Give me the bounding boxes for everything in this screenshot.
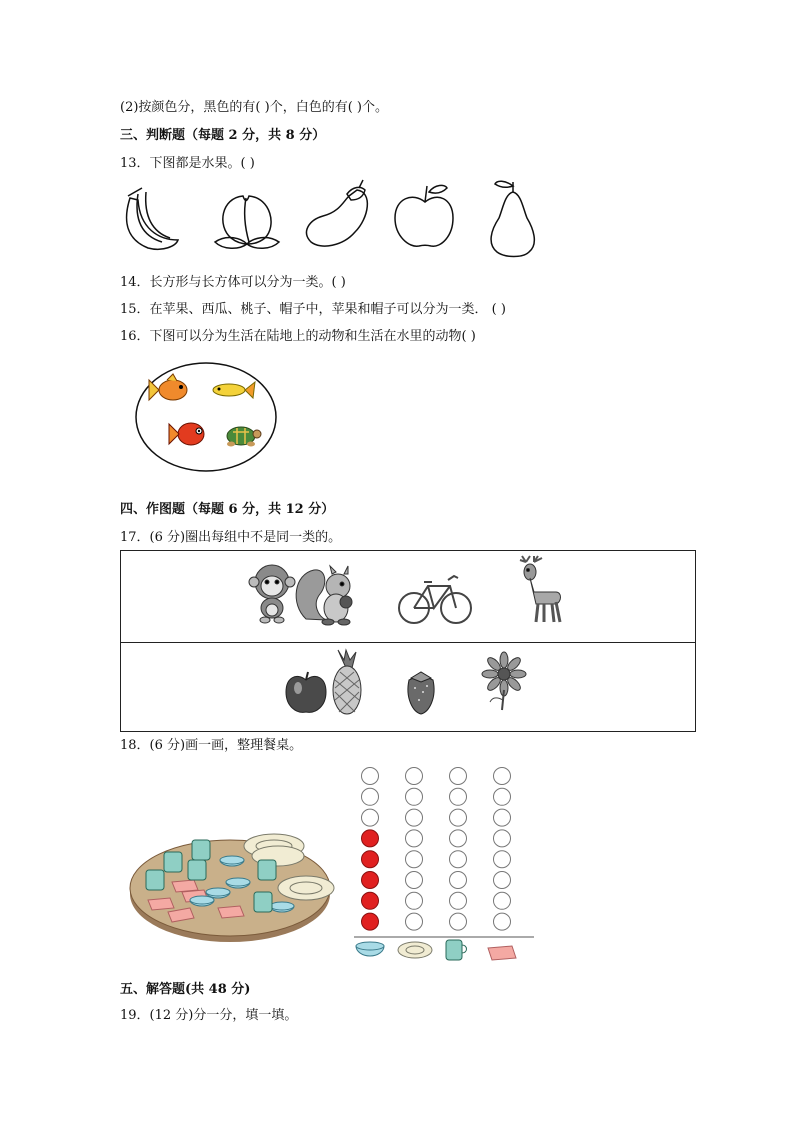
empty-circle	[406, 872, 423, 889]
squirrel-icon	[296, 566, 352, 625]
empty-circle	[450, 892, 467, 909]
yellow-fish-icon	[213, 382, 255, 398]
empty-circle	[406, 830, 423, 847]
empty-circle	[494, 851, 511, 868]
empty-circle	[494, 809, 511, 826]
empty-circle	[406, 788, 423, 805]
empty-circle	[494, 892, 511, 909]
q17-illustrations	[120, 550, 696, 732]
empty-circle	[362, 788, 379, 805]
empty-circle	[406, 892, 423, 909]
q18-sorting-chart	[350, 762, 540, 968]
empty-circle	[450, 788, 467, 805]
empty-circle	[494, 872, 511, 889]
empty-circle	[494, 788, 511, 805]
banana-icon	[127, 188, 178, 249]
empty-circle	[450, 768, 467, 785]
strawberry-icon	[408, 672, 434, 714]
plate-icon	[398, 942, 432, 958]
turtle-icon	[227, 427, 261, 447]
q16-text: 16．下图可以分为生活在陆地上的动物和生活在水里的动物( )	[120, 329, 476, 344]
empty-circle	[362, 768, 379, 785]
section5-heading: 五、解答题(共 48 分)	[120, 982, 251, 997]
q12-part2: (2)按颜色分，黑色的有( )个，白色的有( )个。	[120, 100, 388, 115]
goldfish-icon	[149, 374, 187, 400]
q17-text: 17．(6 分)圈出每组中不是同一类的。	[120, 530, 342, 545]
peach-icon	[215, 196, 279, 248]
section4-heading: 四、作图题（每题 6 分，共 12 分）	[120, 502, 335, 517]
empty-circle	[406, 768, 423, 785]
empty-circle	[450, 872, 467, 889]
empty-circle	[362, 809, 379, 826]
empty-circle	[494, 913, 511, 930]
flower-icon	[482, 652, 526, 710]
empty-circle	[406, 913, 423, 930]
empty-circle	[406, 851, 423, 868]
empty-circle	[450, 851, 467, 868]
filled-circle	[362, 872, 379, 889]
empty-circle	[494, 830, 511, 847]
empty-circle	[450, 913, 467, 930]
q18-dining-table	[128, 830, 334, 946]
empty-circle	[494, 768, 511, 785]
q18-text: 18．(6 分)画一画，整理餐桌。	[120, 738, 303, 753]
deer-icon	[520, 556, 561, 622]
q13-text: 13．下图都是水果。( )	[120, 156, 255, 171]
monkey-icon	[249, 565, 295, 623]
napkin-icon	[488, 946, 516, 960]
apple-icon	[286, 672, 326, 712]
empty-circle	[450, 830, 467, 847]
filled-circle	[362, 913, 379, 930]
red-fish-icon	[169, 423, 204, 445]
cup-icon	[446, 940, 467, 960]
q14-text: 14．长方形与长方体可以分为一类。( )	[120, 275, 346, 290]
q13-illustrations	[118, 178, 548, 263]
q16-animal-ellipse	[133, 360, 283, 475]
filled-circle	[362, 892, 379, 909]
filled-circle	[362, 851, 379, 868]
empty-circle	[450, 809, 467, 826]
pineapple-icon	[333, 650, 361, 714]
pear-icon	[491, 181, 534, 256]
section3-heading: 三、判断题（每题 2 分，共 8 分）	[120, 128, 326, 143]
apple-icon	[395, 185, 453, 246]
q15-text: 15．在苹果、西瓜、桃子、帽子中，苹果和帽子可以分为一类． ( )	[120, 302, 506, 317]
empty-circle	[406, 809, 423, 826]
q19-text: 19．(12 分)分一分，填一填。	[120, 1008, 298, 1023]
filled-circle	[362, 830, 379, 847]
bowl-icon	[356, 942, 384, 956]
eggplant-icon	[307, 180, 368, 246]
bicycle-icon	[399, 576, 471, 623]
circle-grid	[362, 768, 511, 931]
